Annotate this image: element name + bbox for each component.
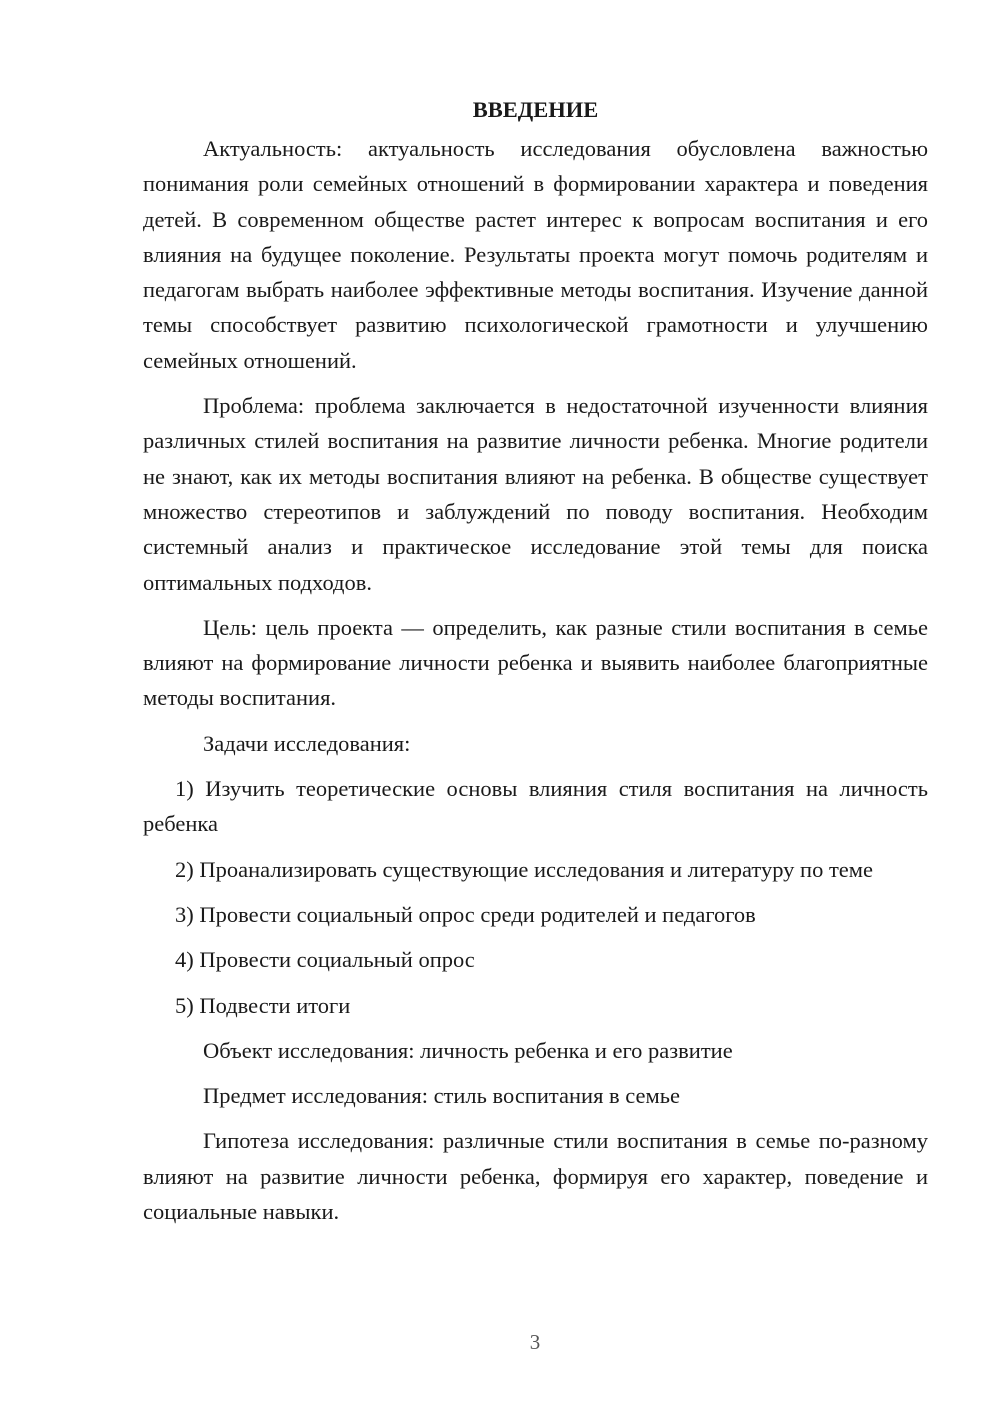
tasks-heading: Задачи исследования: <box>203 730 411 756</box>
task-item: 4) Провести социальный опрос <box>175 947 475 973</box>
task-item: 5) Подвести итоги <box>175 992 351 1018</box>
research-subject: Предмет исследования: стиль воспитания в семье <box>203 1083 681 1109</box>
goal-paragraph: Цель: цель проекта — определить, как разные стили воспитания в семье влияют на формирование личности ребенка и выявить наиболее благоприятные методы воспитания. <box>143 614 928 711</box>
task-item: 1) Изучить теоретические основы влияния стиля воспитания на личность ребенка <box>143 776 928 837</box>
relevance-paragraph: Актуальность: актуальность исследования обусловлена важностью понимания роли семейных отношений в формировании характера и поведения детей. В современном обществе растет интерес к вопросам воспитания и его влияния на будущее поколение. Результаты проекта могут помочь родителям и педагогам выбрать наиболее эффективные методы воспитания. Изучение данной темы способствует развитию психологической грамотности и улучшению семейных отношений. <box>143 136 928 373</box>
task-item: 2) Проанализировать существующие исследования и литературу по теме <box>175 856 873 882</box>
research-object: Объект исследования: личность ребенка и его развитие <box>203 1037 733 1063</box>
problem-paragraph: Проблема: проблема заключается в недостаточной изученности влияния различных стилей воспитания на развитие личности ребенка. Многие родители не знают, как их методы воспитания влияют на ребенка. В обществе существует множество стереотипов и заблуждений по поводу воспитания. Необходим системный анализ и практическое исследование этой темы для поиска оптимальных подходов. <box>143 393 928 595</box>
document-page <box>143 92 928 1239</box>
page-number: 3 <box>529 1330 541 1354</box>
section-title: ВВЕДЕНИЕ <box>472 97 599 122</box>
task-item: 3) Провести социальный опрос среди родителей и педагогов <box>175 901 756 927</box>
hypothesis-paragraph: Гипотеза исследования: различные стили воспитания в семье по-разному влияют на развитие личности ребенка, формируя его характер, поведение и социальные навыки. <box>143 1128 928 1225</box>
